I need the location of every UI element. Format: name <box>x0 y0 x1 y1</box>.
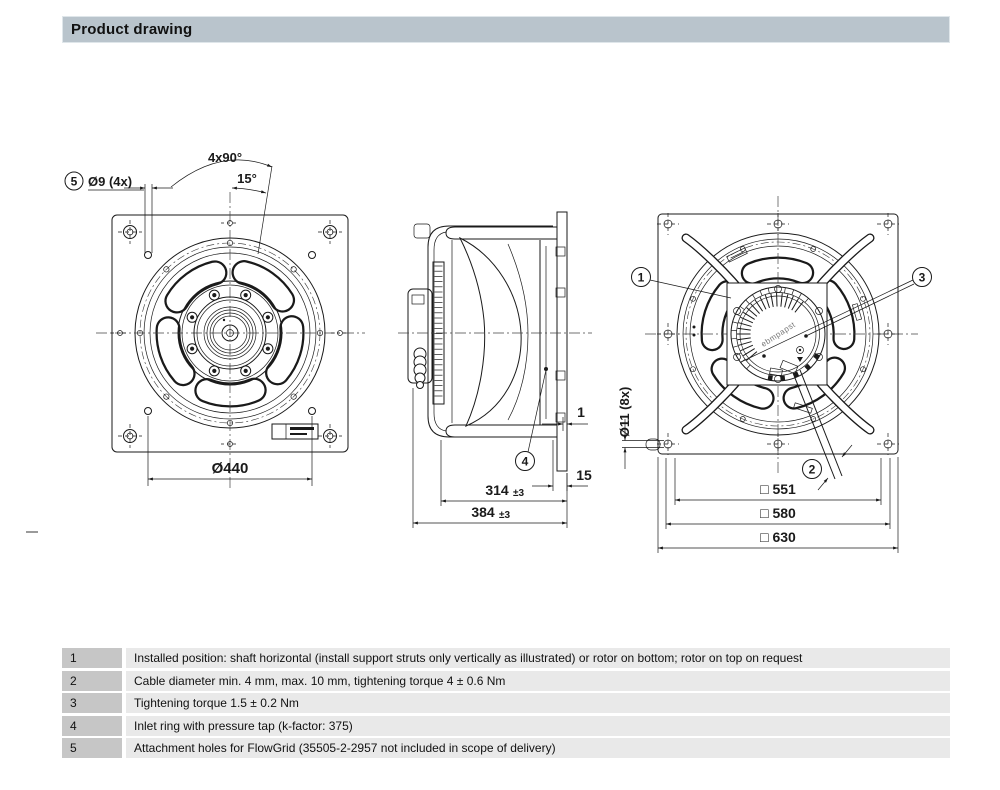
brand-text: ebmpapst <box>759 319 798 349</box>
note-text: Tightening torque 1.5 ± 0.2 Nm <box>126 693 950 713</box>
note-text: Attachment holes for FlowGrid (35505-2-2957 not included in scope of delivery) <box>126 738 950 758</box>
dim-depth-outer-tol: ±3 <box>499 510 511 521</box>
note-row <box>62 671 950 691</box>
note-text: Cable diameter min. 4 mm, max. 10 mm, tightening torque 4 ± 0.6 Nm <box>126 671 950 691</box>
dim-diameter-440: Ø440 <box>211 460 249 477</box>
front-view <box>65 150 365 488</box>
ref-installed-position: 1 <box>637 270 645 285</box>
callout-flowgrid-holes <box>65 172 173 253</box>
dim-depth-outer: 384 <box>471 504 495 520</box>
note-row <box>62 716 950 736</box>
note-row <box>62 738 950 758</box>
dim-plate-15: 15 <box>576 467 592 483</box>
dim-square-551: □ 551 <box>760 481 796 497</box>
ref-inlet-ring: 4 <box>521 454 529 469</box>
hole-callout-o11: Ø11 (8x) <box>617 386 632 438</box>
dim-depth-inner: 314 <box>485 482 509 498</box>
note-number: 2 <box>62 671 122 691</box>
note-number: 3 <box>62 693 122 713</box>
rear-view <box>617 196 932 553</box>
dim-square-630: □ 630 <box>760 529 796 545</box>
note-row <box>62 648 950 668</box>
callout-mounting-holes <box>617 387 664 469</box>
dim-square-580: □ 580 <box>760 505 796 521</box>
page-margin-mark <box>26 531 38 533</box>
note-row <box>62 693 950 713</box>
rating-label <box>272 424 318 439</box>
page-title: Product drawing <box>71 21 193 38</box>
note-number: 1 <box>62 648 122 668</box>
ref-cable-gland: 2 <box>808 462 816 477</box>
note-text: Installed position: shaft horizontal (install support struts only vertically as illustrated) or rotor on bottom; rotor on top on request <box>126 648 950 668</box>
dim-gap-1: 1 <box>577 404 585 420</box>
hole-callout-o9: Ø9 (4x) <box>88 174 133 189</box>
note-text: Inlet ring with pressure tap (k-factor: 375) <box>126 716 950 736</box>
ref-tightening-torque: 3 <box>918 270 926 285</box>
angle-offset-label: 15° <box>237 171 257 186</box>
callout-ref-5: 5 <box>70 174 78 189</box>
dim-depth-inner-tol: ±3 <box>513 488 525 499</box>
angle-pattern-label: 4x90° <box>207 150 243 165</box>
notes-table <box>62 648 950 761</box>
note-number: 5 <box>62 738 122 758</box>
side-view <box>398 212 592 528</box>
note-number: 4 <box>62 716 122 736</box>
